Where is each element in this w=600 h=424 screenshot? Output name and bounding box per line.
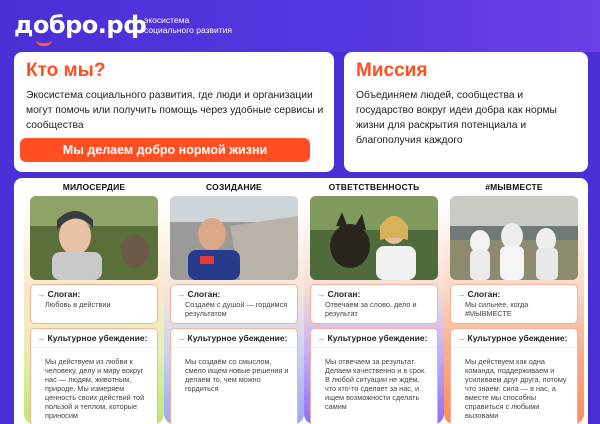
- logo[interactable]: добро.рф: [14, 11, 147, 39]
- slogan-text: Любовь в действии: [45, 300, 111, 309]
- logo-smile-icon: [36, 40, 52, 46]
- value-column-creation: [164, 178, 304, 424]
- header: [0, 0, 600, 52]
- belief-label-text: Культурное убеждение:: [187, 333, 288, 343]
- together-photo: [450, 196, 578, 280]
- belief-box: [30, 328, 158, 424]
- slogan-box: [170, 284, 298, 324]
- belief-text: Мы отвечаем за результат. Делаем качественно и в срок. В любой ситуации не ждём, что кто-то сделает за нас, и ищем возможности сделать самим: [325, 357, 427, 411]
- value-title: МИЛОСЕРДИЕ: [62, 182, 126, 192]
- creation-photo: [170, 196, 298, 280]
- slogan-label-text: Слоган:: [187, 289, 221, 299]
- slogan-text: Мы сильнее, когда #МЫВМЕСТЕ: [465, 300, 529, 318]
- mercy-photo-image: [30, 196, 158, 280]
- value-title: СОЗИДАНИЕ: [206, 182, 262, 192]
- divider: [31, 347, 157, 348]
- arrow-icon: →: [177, 289, 186, 299]
- belief-box: [310, 328, 438, 424]
- belief-text: Мы действуем из любви к человеку, делу и миру вокруг нас — людям, животным, природе. Мы измеряем ценность своих действий той пользой и теплом, которые приносим: [45, 357, 145, 420]
- slogan-text: Создаём с душой — гордимся результатом: [185, 300, 288, 318]
- belief-label-text: Культурное убеждение:: [47, 333, 148, 343]
- belief-label: [317, 333, 427, 343]
- mission-card: [344, 52, 588, 172]
- divider: [171, 347, 297, 348]
- responsibility-photo: [310, 196, 438, 280]
- arrow-icon: →: [177, 333, 186, 343]
- mercy-photo: [30, 196, 158, 280]
- arrow-icon: →: [37, 289, 46, 299]
- belief-label: [37, 333, 147, 343]
- arrow-icon: →: [317, 333, 326, 343]
- arrow-icon: →: [37, 333, 46, 343]
- value-column-mercy: [24, 178, 164, 424]
- slogan-box: [30, 284, 158, 324]
- slogan-label: [317, 289, 360, 299]
- belief-label-text: Культурное убеждение:: [467, 333, 568, 343]
- slogan-label: [177, 289, 220, 299]
- arrow-icon: →: [457, 333, 466, 343]
- belief-text: Мы создаём со смыслом, смело ищем новые решения и делаем то, чем можно гордиться: [185, 357, 289, 393]
- belief-box: [450, 328, 578, 424]
- arrow-icon: →: [317, 289, 326, 299]
- mission-title: Миссия: [356, 60, 428, 81]
- belief-box: [170, 328, 298, 424]
- slogan-label-text: Слоган:: [47, 289, 81, 299]
- together-photo-image: [450, 196, 578, 280]
- value-title: #МЫВМЕСТЕ: [485, 182, 543, 192]
- tagline-line-1: экосистема: [144, 15, 190, 25]
- mission-text: Объединяем людей, сообщества и государство вокруг идеи добра как нормы жизни для раскрытия потенциала и благополучия каждого: [356, 90, 557, 146]
- creation-photo-image: [170, 196, 298, 280]
- belief-text: Мы действуем как одна команда, поддерживаем и усиливаем друг друга, потому что знаем: сила — в нас, а вместе мы способны справиться с любыми вызовами: [465, 357, 567, 420]
- value-title: ОТВЕТСТВЕННОСТЬ: [328, 182, 420, 192]
- slogan-label: [37, 289, 80, 299]
- slogan-label-text: Слоган:: [327, 289, 361, 299]
- slogan-text: Отвечаем за слово, дело и результат: [325, 300, 417, 318]
- tagline-line-2: социального развития: [144, 25, 232, 35]
- belief-label-text: Культурное убеждение:: [327, 333, 428, 343]
- value-column-responsibility: [304, 178, 444, 424]
- divider: [451, 347, 577, 348]
- slogan-label-text: Слоган:: [467, 289, 501, 299]
- slogan-box: [450, 284, 578, 324]
- belief-label: [457, 333, 567, 343]
- motto-button[interactable]: Мы делаем добро нормой жизни: [20, 138, 310, 162]
- responsibility-photo-image: [310, 196, 438, 280]
- belief-label: [177, 333, 287, 343]
- slogan-label: [457, 289, 500, 299]
- who-title: Кто мы?: [26, 60, 106, 81]
- slogan-box: [310, 284, 438, 324]
- arrow-icon: →: [457, 289, 466, 299]
- divider: [311, 347, 437, 348]
- value-column-together: [444, 178, 584, 424]
- who-text: Экосистема социального развития, где люди и организации могут помочь или получить помощь через удобные сервисы и сообщества: [26, 90, 324, 131]
- values-panel: [14, 178, 588, 424]
- tagline: [144, 15, 232, 35]
